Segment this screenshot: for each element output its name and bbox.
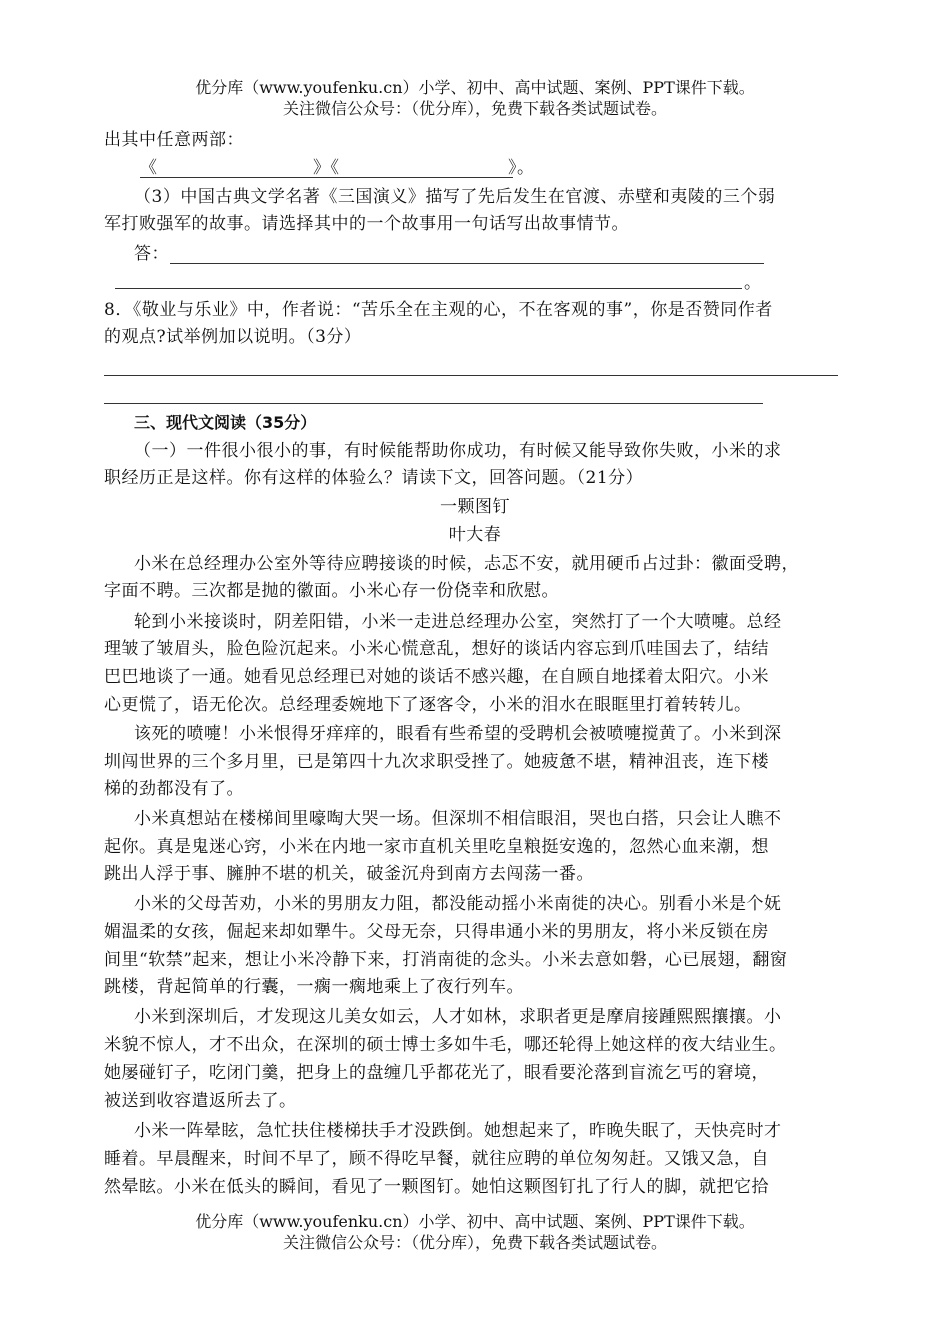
- section-3-intro-line-1: （一）一件很小很小的事，有时候能帮助你成功，有时候又能导致你失败，小米的求: [134, 441, 782, 461]
- q7-part3-line-1: （3）中国古典文学名著《三国演义》描写了先后发生在官渡、赤壁和夷陵的三个弱: [134, 187, 776, 207]
- story-p3-line-1: 该死的喷嚏！小米恨得牙痒痒的，眼看有些希望的受聘机会被喷嚏搅黄了。小米到深: [134, 724, 782, 744]
- story-p4-line-2: 起你。真是鬼迷心窍，小米在内地一家市直机关里吃皇粮挺安逸的，忽然心血来潮，想: [104, 837, 769, 857]
- story-p6-line-3: 她屡碰钉子，吃闭门羹，把身上的盘缠几乎都花光了，眼看要沦落到盲流乞丐的窘境，: [104, 1063, 769, 1083]
- book-title-close-2: 》。: [508, 158, 535, 178]
- story-title: 一颗图钉: [440, 497, 510, 517]
- story-p1-line-1: 小米在总经理办公室外等待应聘接谈的时候，忐忑不安，就用硬币占过卦：徽面受聘，: [134, 554, 799, 574]
- story-p1-line-2: 字面不聘。三次都是抛的徽面。小米心存一份侥幸和欣慰。: [104, 581, 559, 601]
- story-p2-line-1: 轮到小米接谈时，阴差阳错，小米一走进总经理办公室，突然打了一个大喷嚏。总经: [134, 612, 782, 632]
- q8-answer-line-2[interactable]: [104, 403, 763, 404]
- q8-answer-line-1[interactable]: [104, 375, 838, 376]
- q7-part3-line-2: 军打败强军的故事。请选择其中的一个故事用一句话写出故事情节。: [104, 214, 629, 234]
- story-p6-line-2: 米貌不惊人，才不出众，在深圳的硕士博士多如牛毛，哪还轮得上她这样的夜大结业生。: [104, 1035, 787, 1055]
- story-p7-line-3: 然晕眩。小米在低头的瞬间，看见了一颗图钉。她怕这颗图钉扎了行人的脚，就把它拾: [104, 1177, 769, 1197]
- page-footer-line-2: 关注微信公众号：（优分库），免费下载各类试题试卷。: [282, 1233, 667, 1252]
- story-author: 叶大春: [448, 525, 502, 545]
- q7-answer-line-2[interactable]: [115, 288, 742, 289]
- story-p5-line-3: 间里“软禁”起来，想让小米冷静下来，打消南徙的念头。小米去意如磐，心已展翅，翻窗: [104, 950, 788, 970]
- story-p3-line-2: 圳闯世界的三个多月里，已是第四十九次求职受挫了。她疲惫不堪，精神沮丧，连下楼: [104, 752, 769, 772]
- page-footer-line-1: 优分库（www.youfenku.cn）小学、初中、高中试题、案例、PPT课件下载。: [195, 1212, 755, 1231]
- story-p3-line-3: 梯的劲都没有了。: [104, 779, 244, 799]
- story-p2-line-2: 理皱了皱眉头，脸色险沉起来。小米心慌意乱，想好的谈话内容忘到爪哇国去了，结结: [104, 639, 769, 659]
- story-p4-line-1: 小米真想站在楼梯间里嚎啕大哭一场。但深圳不相信眼泪，哭也白搭，只会让人瞧不: [134, 809, 782, 829]
- story-p2-line-3: 巴巴地谈了一通。她看见总经理已对她的谈话不感兴趣，在自顾自地揉着太阳穴。小米: [104, 667, 769, 687]
- story-p2-line-4: 心更慌了，语无伦次。总经理委婉地下了逐客令，小米的泪水在眼眶里打着转转儿。: [104, 695, 752, 715]
- book-title-close-1: 》《: [313, 158, 340, 178]
- story-p5-line-2: 媚温柔的女孩，倔起来却如犟牛。父母无奈，只得串通小米的男朋友，将小米反锁在房: [104, 922, 769, 942]
- q7-answer-end-mark: 。: [744, 273, 762, 293]
- story-p6-line-4: 被送到收容遣返所去了。: [104, 1091, 297, 1111]
- page-header-line-1: 优分库（www.youfenku.cn）小学、初中、高中试题、案例、PPT课件下载。: [195, 78, 755, 97]
- section-3-heading: 三、现代文阅读（35分）: [134, 413, 317, 432]
- q8-line-1: 8．《敬业与乐业》中，作者说：“苦乐全在主观的心，不在客观的事”，你是否赞同作者: [104, 300, 773, 320]
- story-p4-line-3: 跳出人浮于事、臃肿不堪的机关，破釜沉舟到南方去闯荡一番。: [104, 864, 594, 884]
- story-p7-line-1: 小米一阵晕眩，急忙扶住楼梯扶手才没跌倒。她想起来了，昨晚失眠了，天快亮时才: [134, 1121, 782, 1141]
- q7-intro: 出其中任意两部：: [104, 130, 244, 150]
- page-header-line-2: 关注微信公众号：（优分库），免费下载各类试题试卷。: [282, 99, 667, 118]
- story-p7-line-2: 睡着。早晨醒来，时间不早了，顾不得吃早餐，就往应聘的单位匆匆赶。又饿又急，自: [104, 1149, 769, 1169]
- story-p5-line-4: 跳楼，背起简单的行囊，一瘸一瘸地乘上了夜行列车。: [104, 977, 524, 997]
- section-3-intro-line-2: 职经历正是这样。你有这样的体验么？请读下文，回答问题。（21分）: [104, 468, 644, 488]
- story-p6-line-1: 小米到深圳后，才发现这儿美女如云，人才如林，求职者更是摩肩接踵熙熙攘攘。小: [134, 1007, 782, 1027]
- book-title-open-1: 《: [140, 158, 158, 178]
- q8-line-2: 的观点?试举例加以说明。（3分）: [104, 327, 362, 347]
- story-p5-line-1: 小米的父母苦劝，小米的男朋友力阻，都没能动摇小米南徙的决心。别看小米是个妩: [134, 894, 782, 914]
- q7-answer-label: 答：: [134, 244, 169, 264]
- q7-answer-line-1[interactable]: [170, 263, 764, 264]
